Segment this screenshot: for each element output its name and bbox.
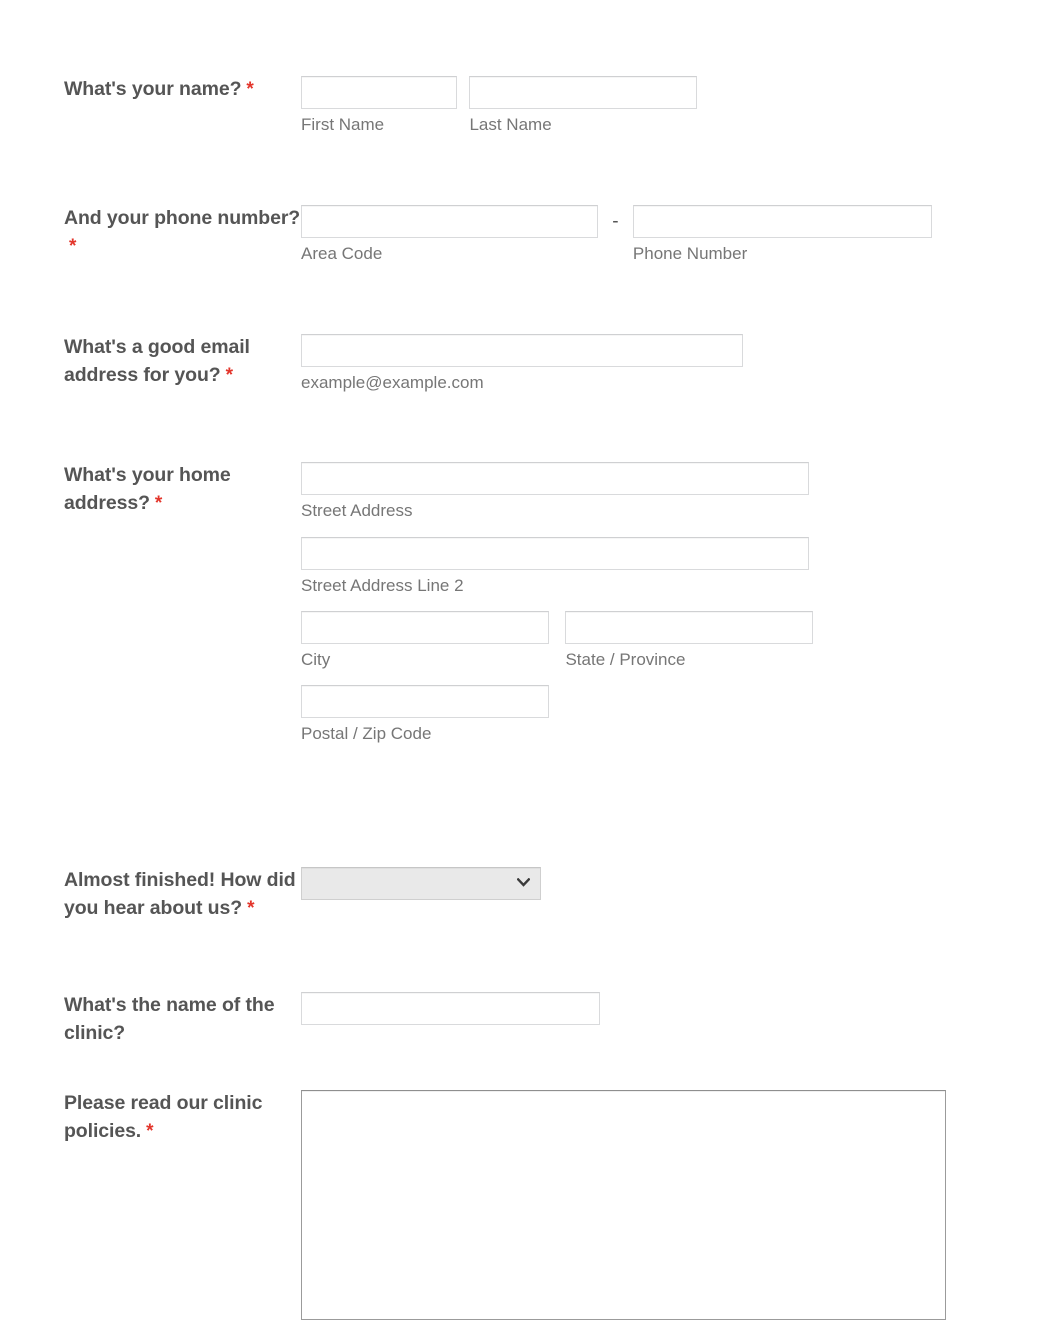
field-group-address bbox=[301, 462, 813, 744]
required-asterisk-policies: * bbox=[146, 1120, 154, 1142]
required-asterisk-referral: * bbox=[247, 897, 255, 919]
label-clinic-name-text: What's the name of the clinic? bbox=[64, 994, 275, 1044]
field-group-phone bbox=[301, 205, 932, 264]
required-asterisk-email: * bbox=[225, 364, 233, 386]
street-address-line-2-input[interactable] bbox=[301, 537, 809, 570]
field-cell-first-name bbox=[301, 76, 457, 135]
sublabel-phone-number: Phone Number bbox=[632, 244, 748, 263]
sublabel-postal-zip-code: Postal / Zip Code bbox=[301, 724, 432, 743]
field-cell-phone-number bbox=[633, 205, 932, 264]
sublabel-last-name: Last Name bbox=[469, 115, 552, 134]
sublabel-first-name: First Name bbox=[301, 115, 385, 134]
label-email-text: What's a good email address for you? bbox=[64, 336, 250, 386]
field-row-city-state bbox=[301, 611, 813, 670]
label-address bbox=[64, 462, 302, 517]
last-name-input[interactable] bbox=[469, 76, 697, 109]
city-input[interactable] bbox=[301, 611, 549, 644]
field-cell-street-address-2 bbox=[301, 537, 813, 596]
postal-zip-code-input[interactable] bbox=[301, 685, 549, 718]
field-group-policies bbox=[301, 1090, 946, 1325]
phone-number-input[interactable] bbox=[633, 205, 932, 238]
field-group-referral bbox=[301, 867, 541, 900]
area-code-input[interactable] bbox=[301, 205, 598, 238]
label-email bbox=[64, 334, 302, 389]
sublabel-area-code: Area Code bbox=[301, 244, 383, 263]
field-cell-zip bbox=[301, 685, 813, 744]
required-asterisk-name: * bbox=[246, 79, 254, 100]
label-referral-text: Almost finished! How did you hear about us? bbox=[64, 869, 296, 919]
label-phone bbox=[64, 205, 302, 260]
required-asterisk-address: * bbox=[154, 492, 163, 514]
label-clinic-name bbox=[64, 992, 302, 1047]
phone-separator: - bbox=[612, 211, 619, 232]
field-cell-last-name bbox=[469, 76, 697, 135]
label-name bbox=[64, 76, 302, 104]
referral-select[interactable] bbox=[301, 867, 541, 900]
field-cell-email bbox=[301, 334, 743, 393]
clinic-policies-textarea[interactable] bbox=[301, 1090, 946, 1320]
email-input[interactable] bbox=[301, 334, 743, 367]
field-group-email bbox=[301, 334, 743, 393]
field-cell-street-address bbox=[301, 462, 813, 521]
label-address-text: What's your home address? bbox=[64, 464, 231, 514]
sublabel-state-province: State / Province bbox=[565, 650, 686, 669]
label-policies-text: Please read our clinic policies. bbox=[64, 1092, 263, 1142]
referral-select-wrapper bbox=[301, 867, 541, 900]
sublabel-street-address-2: Street Address Line 2 bbox=[301, 576, 464, 595]
required-asterisk-phone: * bbox=[69, 235, 77, 257]
clinic-name-input[interactable] bbox=[301, 992, 600, 1025]
field-group-clinic-name bbox=[301, 992, 600, 1025]
street-address-input[interactable] bbox=[301, 462, 809, 495]
sublabel-email: example@example.com bbox=[301, 373, 484, 392]
state-province-input[interactable] bbox=[565, 611, 813, 644]
label-referral bbox=[64, 867, 302, 922]
label-policies bbox=[64, 1090, 302, 1145]
sublabel-street-address: Street Address bbox=[301, 501, 413, 520]
sublabel-city: City bbox=[301, 650, 331, 669]
label-name-text: What's your name? bbox=[64, 78, 242, 100]
label-phone-text: And your phone number? bbox=[64, 207, 301, 229]
field-group-name bbox=[301, 76, 697, 135]
field-cell-state bbox=[565, 611, 813, 670]
field-cell-city bbox=[301, 611, 549, 670]
first-name-input[interactable] bbox=[301, 76, 457, 109]
field-cell-area-code bbox=[301, 205, 598, 264]
